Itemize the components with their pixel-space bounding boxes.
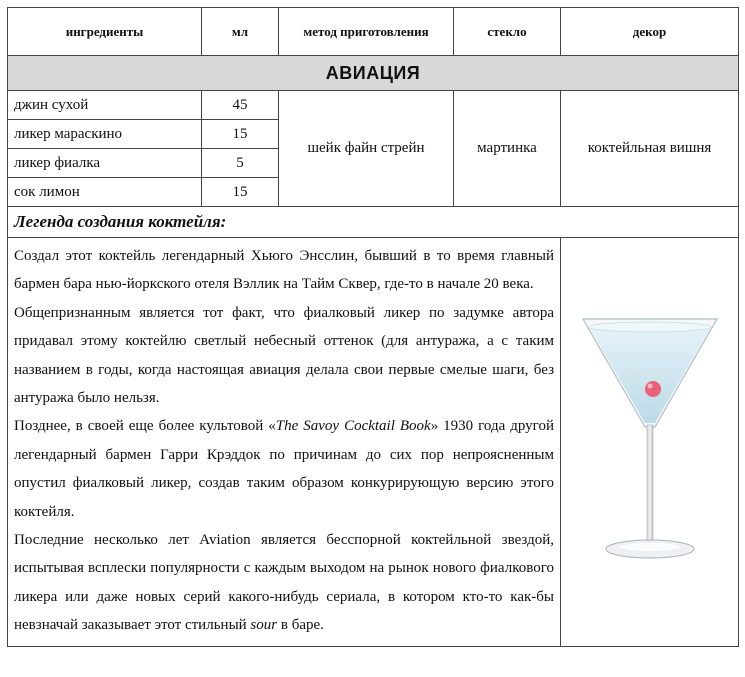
liquid-surface [589,322,711,332]
story-paragraph-text: Общепризнанным является тот факт, что фиалковый ликер по задумке автора придавал этому коктейлю светлый небесный оттенок (для антуража, а с таким названием в годы, когда настоящая авиация делала свои первые смелые шаги, без антуража было нельзя. [14,304,554,407]
story-paragraph [14,412,554,526]
method-value: шейк файн стрейн [279,91,454,207]
cocktail-title: АВИАЦИЯ [8,56,739,91]
story-text-part: » 1930 года другой легендарный бармен Гарри Крэддок по причинам до сих пор непроясненным опустил фиалковый ликер, создав таким образом конкурирующую версию этого коктейля. [14,418,554,520]
story-row [8,238,739,647]
glass-liquid [589,327,711,423]
garnish-value: коктейльная вишня [561,91,739,207]
cherry [645,381,661,397]
book-title: The Savoy Cocktail Book [275,418,431,435]
ingredient-ml: 45 [202,91,279,120]
header-ingredients: ингредиенты [8,8,202,56]
story-paragraph [14,299,554,413]
header-row [8,8,739,56]
ingredient-name: ликер фиалка [8,149,202,178]
glass-stem [647,425,653,543]
story-text-part: Последние несколько лет Aviation является бесспорной коктейльной звездой, испытывая всплески популярности с каждым выходом на рынок нового фиалкового ликера или даже новых серий какого-нибудь сериала, в котором кто-то как-бы невзначай заказывает этот стильный [14,532,554,634]
story-text-part: в баре. [277,617,324,634]
sour-word: sour [250,617,278,634]
recipe-table [7,7,739,647]
story-paragraph: Создал этот коктейль легендарный Хьюго Энсслин, бывший в то время главный бармен бара нью-йоркского отеля Вэллик на Тайм Сквер, где-то в начале 20 века. [14,248,554,293]
ingredient-ml: 5 [202,149,279,178]
glass-value: мартинка [454,91,561,207]
header-glass: стекло [454,8,561,56]
cocktail-picture-cell [561,238,739,647]
story-paragraph [14,526,554,640]
ingredient-ml: 15 [202,178,279,207]
legend-row [8,207,739,238]
header-ml: мл [202,8,279,56]
legend-title: Легенда создания коктейля: [8,207,739,238]
header-method: метод приготовления [279,8,454,56]
ingredient-name: ликер мараскино [8,120,202,149]
martini-glass-icon [575,309,725,569]
ingredient-name: джин сухой [8,91,202,120]
ingredient-ml: 15 [202,120,279,149]
ingredient-name: сок лимон [8,178,202,207]
story-text [8,238,561,647]
story-text-part: Позднее, в своей еще более культовой « [14,418,276,435]
header-garnish: декор [561,8,739,56]
title-row [8,56,739,91]
ingredient-row [8,91,739,120]
